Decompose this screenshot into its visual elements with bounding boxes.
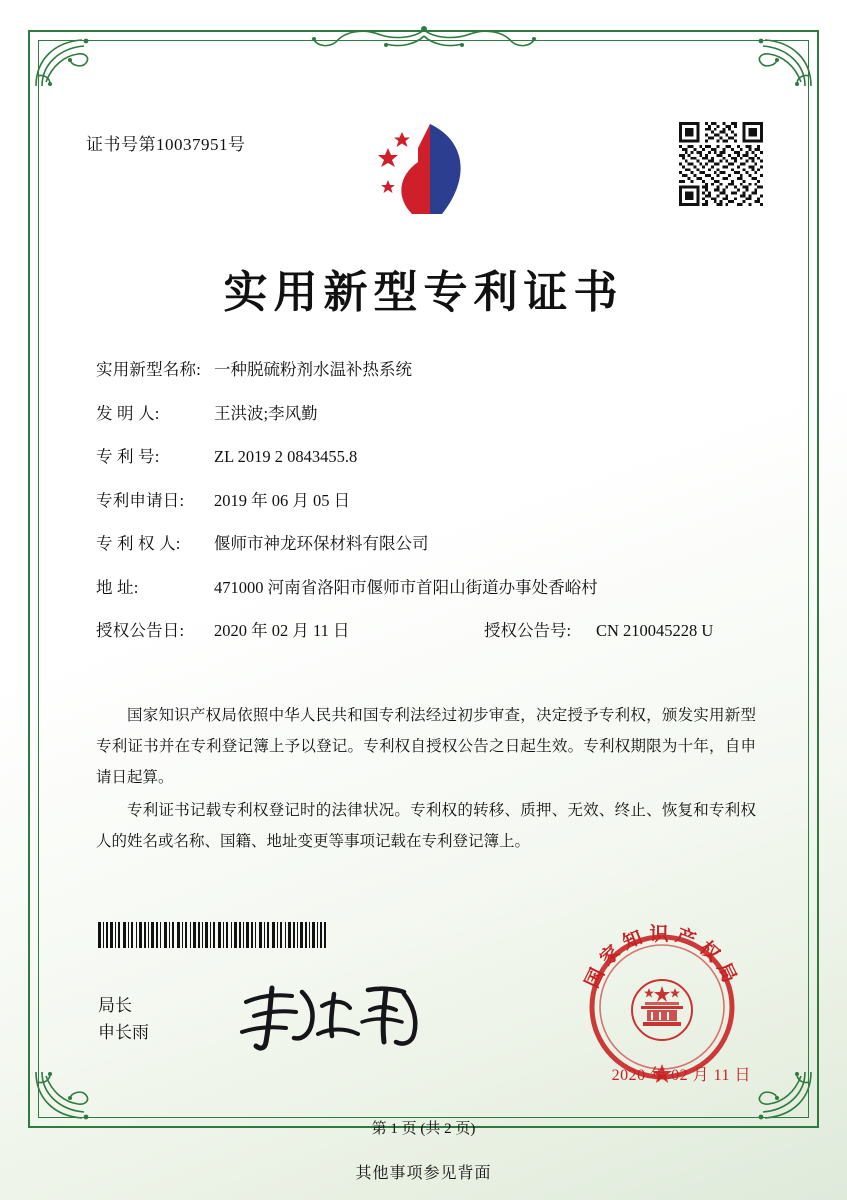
field-label-application-date: 专利申请日: — [96, 490, 185, 510]
field-inventor — [96, 403, 756, 423]
certificate-fields — [96, 362, 756, 667]
field-patentee — [96, 536, 756, 553]
director-name-label: 申长雨 — [98, 1023, 149, 1043]
page-number: 第 1 页 (共 2 页) — [371, 1121, 476, 1137]
field-address — [96, 577, 756, 597]
field-label-utility-model-name: 实用新型名称: — [96, 360, 201, 379]
seal-date: 2020 年 02 月 11 日 — [611, 1067, 751, 1084]
legal-text — [96, 700, 756, 859]
barcode-icon — [98, 922, 326, 948]
field-grant-announcement — [96, 623, 756, 640]
qr-code-icon — [679, 122, 763, 206]
field-value-inventor: 王洪波;李风勤 — [214, 403, 318, 423]
field-label-grant-number: 授权公告号: — [484, 621, 572, 640]
page-title: 实用新型专利证书 — [223, 267, 624, 318]
legal-paragraph-1: 国家知识产权局依照中华人民共和国专利法经过初步审查，决定授予专利权，颁发实用新型专利证书并在专利登记簿上予以登记。专利权自授权公告之日起生效。专利权期限为十年，自申请日起算。 — [96, 707, 756, 786]
director-title-label: 局长 — [98, 996, 132, 1015]
field-label-patentee: 专 利 权 人: — [96, 534, 181, 553]
field-value-address: 471000 河南省洛阳市偃师市首阳山街道办事处香峪村 — [214, 577, 598, 597]
handwritten-signature-icon — [236, 976, 446, 1056]
patent-office-emblem-icon — [368, 118, 488, 228]
field-value-patent-number: ZL 2019 2 0843455.8 — [214, 447, 358, 466]
field-patent-number — [96, 449, 756, 466]
legal-paragraph-2: 专利证书记载专利权登记时的法律状况。专利权的转移、质押、无效、终止、恢复和专利权人的姓名或名称、国籍、地址变更等事项记载在专利登记簿上。 — [96, 802, 756, 850]
svg-text:国家知识产权局: 国家知识产权局 — [580, 923, 744, 992]
top-ornament-flourish-icon — [274, 24, 574, 58]
field-application-date — [96, 490, 756, 510]
field-value-application-date: 2019 年 06 月 05 日 — [214, 490, 351, 510]
field-label-address: 地 址: — [96, 577, 139, 597]
field-value-utility-model-name: 一种脱硫粉剂水温补热系统 — [214, 360, 412, 379]
field-label-inventor: 发 明 人: — [96, 403, 160, 423]
certificate-number: 证书号第10037951号 — [86, 135, 246, 154]
field-value-grant-number: CN 210045228 U — [596, 621, 714, 640]
field-utility-model-name — [96, 362, 756, 379]
back-side-note: 其他事项参见背面 — [355, 1165, 492, 1182]
signature-block — [98, 992, 149, 1046]
field-label-grant-date: 授权公告日: — [96, 621, 185, 640]
field-label-patent-number: 专 利 号: — [96, 447, 160, 466]
field-value-grant-date: 2020 年 02 月 11 日 — [214, 621, 350, 640]
field-value-patentee: 偃师市神龙环保材料有限公司 — [214, 534, 429, 553]
